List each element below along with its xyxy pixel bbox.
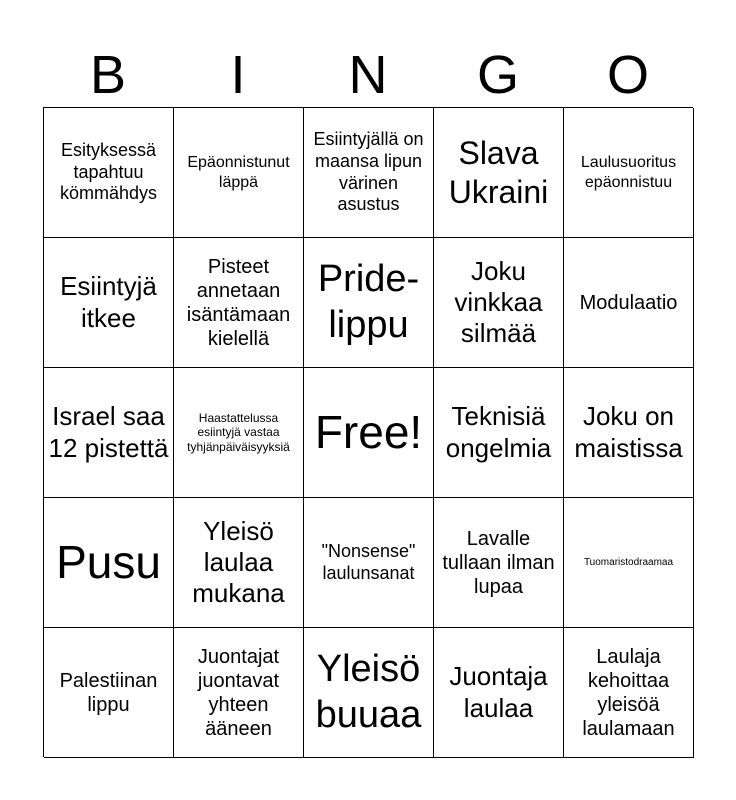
- bingo-cell[interactable]: Pusu: [44, 498, 174, 628]
- bingo-cell[interactable]: Juontajat juontavat yhteen ääneen: [174, 628, 304, 758]
- bingo-cell[interactable]: "Nonsense" laulunsanat: [304, 498, 434, 628]
- header-letter-b: B: [89, 45, 127, 105]
- free-space-cell[interactable]: Free!: [304, 368, 434, 498]
- bingo-cell[interactable]: Yleisö buuaa: [304, 628, 434, 758]
- bingo-grid: [43, 107, 693, 757]
- bingo-cell[interactable]: Israel saa 12 pistettä: [44, 368, 174, 498]
- bingo-cell[interactable]: Haastattelussa esiintyjä vastaa tyhjänpäiväisyyksiä: [174, 368, 304, 498]
- bingo-cell[interactable]: Juontaja laulaa: [434, 628, 564, 758]
- header-letter-o: O: [606, 45, 649, 105]
- bingo-cell[interactable]: Esityksessä tapahtuu kömmähdys: [44, 108, 174, 238]
- bingo-cell[interactable]: Esiintyjällä on maansa lipun värinen asustus: [304, 108, 434, 238]
- bingo-cell[interactable]: Laulusuoritus epäonnistuu: [564, 108, 694, 238]
- bingo-cell[interactable]: Modulaatio: [564, 238, 694, 368]
- header-letter-g: G: [476, 45, 519, 105]
- bingo-cell[interactable]: Yleisö laulaa mukana: [174, 498, 304, 628]
- bingo-cell[interactable]: Laulaja kehoittaa yleisöä laulamaan: [564, 628, 694, 758]
- bingo-cell[interactable]: Lavalle tullaan ilman lupaa: [434, 498, 564, 628]
- header-letter-i: I: [230, 45, 246, 105]
- bingo-cell[interactable]: Tuomaristodraamaa: [564, 498, 694, 628]
- bingo-cell[interactable]: Teknisiä ongelmia: [434, 368, 564, 498]
- bingo-cell[interactable]: Epäonnistunut läppä: [174, 108, 304, 238]
- bingo-cell[interactable]: Joku on maistissa: [564, 368, 694, 498]
- bingo-cell[interactable]: Joku vinkkaa silmää: [434, 238, 564, 368]
- bingo-cell[interactable]: Palestiinan lippu: [44, 628, 174, 758]
- bingo-header: [43, 40, 693, 110]
- bingo-cell[interactable]: Slava Ukraini: [434, 108, 564, 238]
- bingo-cell[interactable]: Pride-lippu: [304, 238, 434, 368]
- bingo-cell[interactable]: Pisteet annetaan isäntämaan kielellä: [174, 238, 304, 368]
- bingo-cell[interactable]: Esiintyjä itkee: [44, 238, 174, 368]
- header-letter-n: N: [348, 45, 388, 105]
